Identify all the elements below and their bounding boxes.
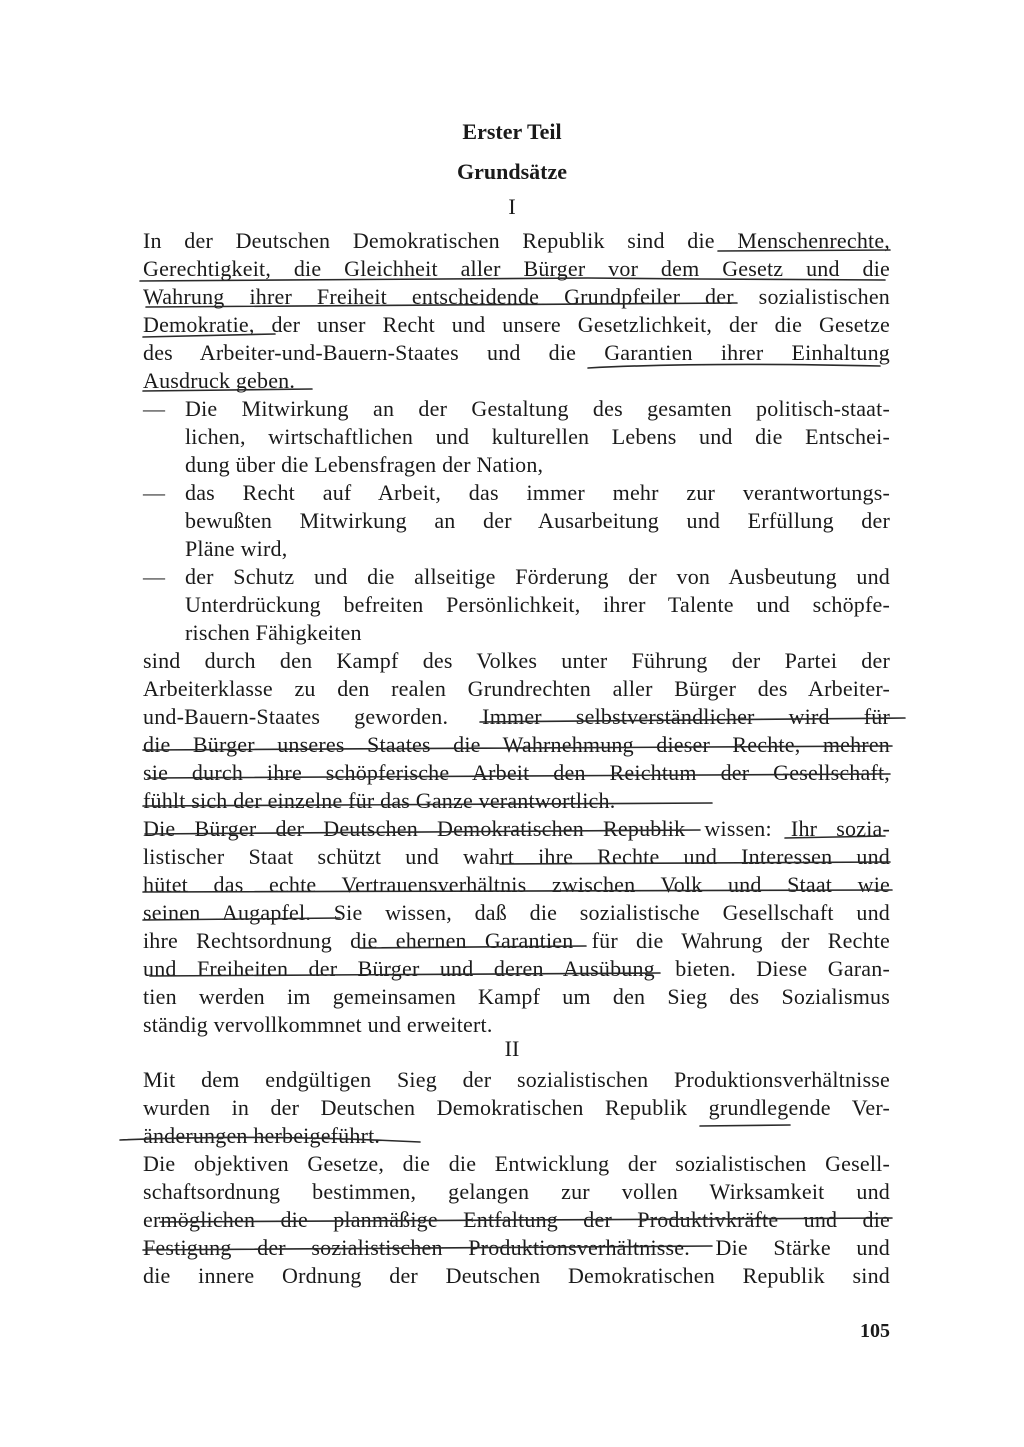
text-line: fühlt sich der einzelne für das Ganze verantwortlich. (143, 788, 616, 813)
bullet-line: das Recht auf Arbeit, das immer mehr zur verantwortungs- (185, 480, 890, 505)
text-line: und-Bauern-Staates geworden. Immer selbstverständlicher wird für (143, 704, 890, 729)
text-line: tien werden im gemeinsamen Kampf um den Sieg des Sozialismus (143, 984, 890, 1009)
text-line: des Arbeiter-und-Bauern-Staates und die Garantien ihrer Einhaltung (143, 340, 890, 365)
chapter-numeral-i: I (508, 194, 516, 219)
chapter-numeral-ii: II (504, 1036, 520, 1061)
text-line: Gerechtigkeit, die Gleichheit aller Bürger vor dem Gesetz und die (143, 256, 890, 281)
text-line: sind durch den Kampf des Volkes unter Führung der Partei der (143, 648, 890, 673)
text-line: ihre Rechtsordnung die ehernen Garantien für die Wahrung der Rechte (143, 928, 890, 953)
text-line: hütet das echte Vertrauensverhältnis zwischen Volk und Staat wie (143, 872, 890, 897)
bullet-dash: — (143, 564, 165, 589)
text-line: die Bürger unseres Staates die Wahrnehmung dieser Rechte, mehren (143, 732, 890, 757)
bullet-line: rischen Fähigkeiten (185, 620, 362, 645)
part-title: Erster Teil (462, 119, 562, 144)
text-line: schaftsordnung bestimmen, gelangen zur vollen Wirksamkeit und (143, 1179, 890, 1204)
text-line: Die Bürger der Deutschen Demokratischen Republik wissen: Ihr sozia- (143, 816, 890, 841)
section-title: Grundsätze (457, 159, 567, 184)
bullet-line: Unterdrückung befreiten Persönlichkeit, ihrer Talente und schöpfe- (185, 592, 890, 617)
text-line: Mit dem endgültigen Sieg der sozialistischen Produktionsverhältnisse (143, 1067, 890, 1092)
text-line: ständig vervollkommnet und erweitert. (143, 1012, 493, 1037)
bullet-line: lichen, wirtschaftlichen und kulturellen Lebens und die Entschei- (185, 424, 890, 449)
bullet-line: Pläne wird, (185, 536, 288, 561)
text-line: Arbeiterklasse zu den realen Grundrechten aller Bürger des Arbeiter- (143, 676, 890, 701)
bullet-line: bewußten Mitwirkung an der Ausarbeitung und Erfüllung der (185, 508, 890, 533)
text-line: Die objektiven Gesetze, die die Entwicklung der sozialistischen Gesell- (143, 1151, 890, 1176)
bullet-line: dung über die Lebensfragen der Nation, (185, 452, 544, 477)
text-line: Ausdruck geben. (143, 368, 296, 393)
text-line: die innere Ordnung der Deutschen Demokratischen Republik sind (143, 1263, 890, 1288)
text-line: und Freiheiten der Bürger und deren Ausübung bieten. Diese Garan- (143, 956, 890, 981)
text-line: seinen Augapfel. Sie wissen, daß die sozialistische Gesellschaft und (143, 900, 890, 925)
bullet-dash: — (143, 480, 165, 505)
text-line: ermöglichen die planmäßige Entfaltung der Produktivkräfte und die (143, 1207, 890, 1232)
text-line: Wahrung ihrer Freiheit entscheidende Grundpfeiler der sozialistischen (143, 284, 890, 309)
page-number: 105 (860, 1320, 890, 1342)
text-line: listischer Staat schützt und wahrt ihre Rechte und Interessen und (143, 844, 890, 869)
bullet-dash: — (143, 396, 165, 421)
bullet-line: der Schutz und die allseitige Förderung der von Ausbeutung und (185, 564, 890, 589)
text-line: sie durch ihre schöpferische Arbeit den Reichtum der Gesellschaft, (143, 760, 890, 785)
text-line: Festigung der sozialistischen Produktionsverhältnisse. Die Stärke und (143, 1235, 890, 1260)
text-line: Demokratie, der unser Recht und unsere Gesetzlichkeit, der die Gesetze (143, 312, 890, 337)
bullet-line: Die Mitwirkung an der Gestaltung des gesamten politisch-staat- (185, 396, 890, 421)
text-line: wurden in der Deutschen Demokratischen Republik grundlegende Ver- (143, 1095, 890, 1120)
text-line: änderungen herbeigeführt. (143, 1123, 381, 1148)
text-line: In der Deutschen Demokratischen Republik sind die Menschenrechte, (143, 228, 890, 253)
